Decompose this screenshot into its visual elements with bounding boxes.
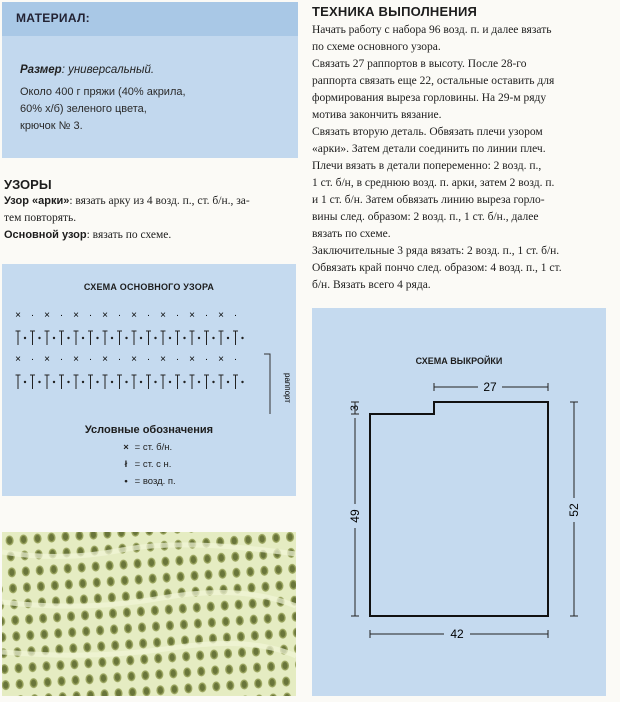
chart-stitch-chain	[125, 381, 127, 383]
chart-stitch-sc: ×	[44, 310, 50, 321]
chart-stitch-chain	[140, 381, 142, 383]
size-line	[20, 64, 154, 76]
double-crochet-symbol: ł	[124, 459, 128, 470]
technique-line: вязать по схеме.	[312, 228, 391, 240]
legend-row	[120, 476, 176, 487]
chart-stitch-chain	[241, 337, 243, 339]
chart-stitch-chain	[111, 381, 113, 383]
chart-stitch-sc: ×	[44, 354, 50, 365]
chart-stitch-sc: ·	[88, 354, 93, 365]
chart-stitch-chain	[38, 337, 40, 339]
size-value: : универсальный.	[61, 64, 155, 76]
chart-stitch-sc: ·	[233, 310, 238, 321]
dim-top-label: 27	[483, 380, 497, 394]
chart-stitch-sc: ·	[146, 354, 151, 365]
arch-pattern-desc: : вязать арку из 4 возд. п., ст. б/н., за-	[69, 195, 250, 207]
dim-left	[348, 418, 362, 616]
technique-heading: ТЕХНИКА ВЫПОЛНЕНИЯ	[312, 4, 478, 19]
chart-stitch-sc: ×	[102, 354, 108, 365]
chart-stitch-chain	[96, 381, 98, 383]
chart-stitch-sc: ·	[175, 310, 180, 321]
chart-stitch-sc: ·	[59, 354, 64, 365]
technique-line: вины след. образом: 2 возд. п., 1 ст. б/н., далее	[312, 211, 539, 223]
chart-stitch-sc: ×	[131, 310, 137, 321]
technique-line: Начать работу с набора 96 возд. п. и далее вязать	[312, 24, 552, 36]
chart-stitch-chain	[227, 337, 229, 339]
rapport-label: раппорт	[283, 373, 292, 403]
chart-stitch-sc: ×	[15, 354, 21, 365]
legend-text: = возд. п.	[134, 476, 176, 487]
chart-stitch-chain	[227, 381, 229, 383]
technique-line: «арки». Затем детали соединить по линии плеч.	[312, 143, 546, 155]
patterns-heading: УЗОРЫ	[4, 177, 52, 192]
pattern-diagram	[312, 308, 606, 696]
chart-stitch-chain	[38, 381, 40, 383]
scheme-title: СХЕМА ОСНОВНОГО УЗОРА	[83, 282, 215, 292]
chart-stitch-sc: ×	[189, 310, 195, 321]
chart-stitch-sc: ×	[102, 310, 108, 321]
fabric-photo	[2, 532, 296, 696]
material-line: крючок № 3.	[20, 120, 83, 132]
legend-row	[120, 442, 172, 453]
chart-stitch-sc: ×	[218, 310, 224, 321]
chart-stitch-chain	[198, 381, 200, 383]
material-line: Около 400 г пряжи (40% акрила,	[20, 86, 186, 98]
dim-bottom	[370, 627, 548, 641]
dim-right-label: 52	[567, 503, 581, 517]
chart-stitch-chain	[53, 381, 55, 383]
dim-bottom-label: 42	[450, 627, 464, 641]
chart-stitch-sc: ×	[189, 354, 195, 365]
chart-stitch-chain	[183, 381, 185, 383]
chart-stitch-chain	[169, 381, 171, 383]
chart-stitch-sc: ×	[131, 354, 137, 365]
chart-stitch-chain	[140, 337, 142, 339]
chart-stitch-chain	[154, 337, 156, 339]
chart-stitch-sc: ×	[73, 310, 79, 321]
main-pattern-label: Основной узор	[4, 229, 87, 241]
chart-stitch-sc: ·	[88, 310, 93, 321]
material-box	[2, 2, 298, 158]
technique-line: Связать вторую деталь. Обвязать плечи узором	[312, 126, 543, 138]
chart-stitch-chain	[125, 337, 127, 339]
chart-stitch-chain	[111, 337, 113, 339]
chart-stitch-chain	[67, 381, 69, 383]
technique-line: по схеме основного узора.	[312, 41, 441, 53]
chart-stitch-sc: ×	[73, 354, 79, 365]
legend-row	[120, 459, 171, 470]
single-crochet-symbol: ×	[123, 442, 129, 453]
dim-notch-label: 3	[349, 404, 361, 412]
technique-line: мотива закончить вязание.	[312, 109, 442, 121]
technique-line: 1 ст. б/н, в среднюю возд. п. арки, затем 2 возд. п.	[312, 177, 555, 189]
legend-title: Условные обозначения	[84, 424, 214, 436]
chart-stitch-sc: ·	[30, 310, 35, 321]
legend-text: = ст. б/н.	[134, 442, 173, 453]
chart-stitch-chain	[183, 337, 185, 339]
chart-stitch-sc: ·	[146, 310, 151, 321]
technique-line: Заключительные 3 ряда вязать: 2 возд. п., 1 ст. б/н.	[312, 245, 560, 257]
chart-stitch-chain	[241, 381, 243, 383]
chart-stitch-sc: ·	[175, 354, 180, 365]
chart-stitch-chain	[154, 381, 156, 383]
size-label: Размер	[20, 64, 62, 76]
chart-stitch-sc: ·	[59, 310, 64, 321]
pattern-diagram-box	[312, 308, 606, 696]
chart-stitch-chain	[212, 337, 214, 339]
chart-stitch-chain	[24, 381, 26, 383]
arch-pattern-text-cont: тем повторять.	[4, 212, 77, 224]
arch-pattern-text	[4, 193, 296, 210]
chart-stitch-chain	[82, 381, 84, 383]
rapport-bracket	[264, 354, 270, 414]
chart-stitch-sc: ×	[160, 354, 166, 365]
chart-stitch-sc: ·	[204, 354, 209, 365]
chart-stitch-chain	[169, 337, 171, 339]
dim-top	[434, 380, 548, 394]
chart-stitch-sc: ·	[117, 310, 122, 321]
dim-notch	[349, 402, 361, 414]
garment-outline	[370, 402, 548, 616]
technique-line: и 1 ст. б/н. Затем обвязать линию выреза горло-	[312, 194, 545, 206]
chart-stitch-chain	[67, 337, 69, 339]
stitch-rows	[15, 310, 244, 389]
dim-right	[567, 402, 581, 616]
main-pattern-desc: : вязать по схеме.	[86, 229, 172, 241]
chart-stitch-chain	[53, 337, 55, 339]
chart-stitch-sc: ·	[204, 310, 209, 321]
chart-stitch-sc: ·	[117, 354, 122, 365]
chart-stitch-chain	[212, 381, 214, 383]
main-pattern-text	[4, 227, 296, 244]
chart-stitch-sc: ·	[233, 354, 238, 365]
chain-stitch-symbol: •	[124, 476, 128, 487]
chart-stitch-chain	[24, 337, 26, 339]
chart-stitch-chain	[82, 337, 84, 339]
legend-text: = ст. с н.	[134, 459, 172, 470]
technique-line: Связать 27 раппортов в высоту. После 28-го	[312, 58, 527, 70]
technique-line: б/н. Вязать всего 4 ряда.	[312, 279, 431, 291]
stitch-chart	[2, 294, 296, 414]
chart-stitch-chain	[198, 337, 200, 339]
dim-left-label: 49	[348, 509, 362, 523]
technique-line: Обвязать край пончо след. образом: 4 возд. п., 1 ст.	[312, 262, 562, 274]
technique-line: раппорта связать еще 22, остальные оставить для	[312, 75, 555, 87]
chart-stitch-sc: ·	[30, 354, 35, 365]
chart-stitch-sc: ×	[15, 310, 21, 321]
material-line: 60% х/б) зеленого цвета,	[20, 103, 147, 115]
chart-stitch-sc: ×	[160, 310, 166, 321]
pattern-diagram-title: СХЕМА ВЫКРОЙКИ	[415, 356, 503, 366]
technique-line: формирования выреза горловины. На 29-м ряду	[312, 92, 547, 104]
arch-pattern-label: Узор «арки»	[4, 195, 70, 207]
chart-stitch-chain	[96, 337, 98, 339]
scheme-box	[2, 264, 296, 496]
chart-stitch-sc: ×	[218, 354, 224, 365]
material-title: МАТЕРИАЛ:	[16, 11, 90, 25]
technique-line: Плечи вязать в детали попеременно: 2 возд. п.,	[312, 160, 542, 172]
